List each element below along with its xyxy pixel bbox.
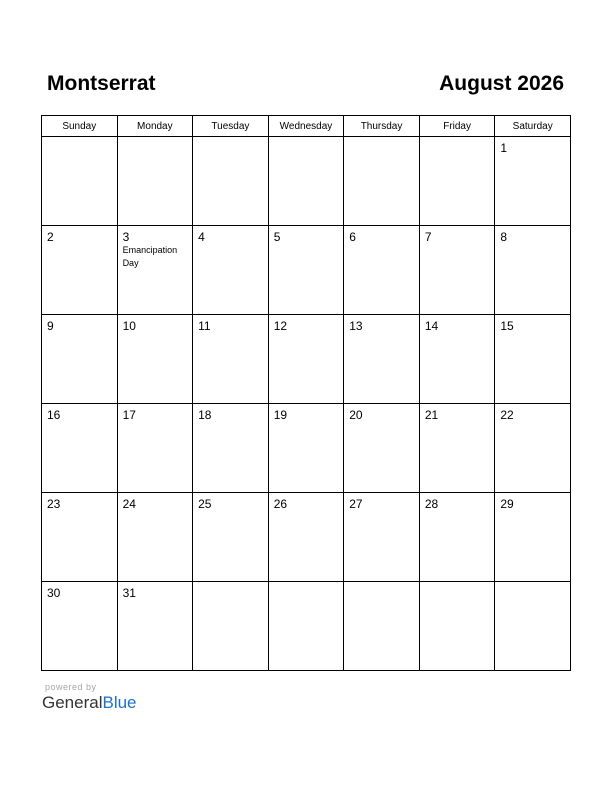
day-number [344, 582, 419, 586]
day-number: 28 [424, 497, 439, 511]
weekday-header: Tuesday [193, 116, 269, 137]
day-cell [42, 226, 118, 315]
brand-logo[interactable] [42, 693, 137, 713]
day-number [269, 582, 344, 586]
day-cell [193, 226, 269, 315]
day-cell [344, 137, 420, 226]
day-number: 18 [198, 408, 212, 422]
day-number [42, 137, 117, 141]
day-cell [419, 582, 495, 671]
day-cell [419, 226, 495, 315]
day-number: 17 [122, 408, 136, 422]
day-number: 16 [47, 408, 61, 422]
day-number: 1 [500, 141, 508, 155]
day-number [193, 137, 268, 141]
day-number: 27 [349, 497, 363, 511]
day-cell [495, 226, 571, 315]
day-number: 9 [47, 319, 54, 333]
day-cell [42, 137, 118, 226]
day-number: 20 [349, 408, 363, 422]
week-row [42, 226, 571, 315]
day-number: 21 [424, 408, 439, 422]
brand-general-text: General [42, 693, 103, 712]
day-cell [419, 493, 495, 582]
day-cell [268, 226, 344, 315]
day-cell [193, 493, 269, 582]
weekday-header: Saturday [495, 116, 571, 137]
day-number: 14 [424, 319, 439, 333]
day-number: 10 [122, 319, 136, 333]
day-number: 5 [273, 230, 281, 244]
week-row [42, 137, 571, 226]
day-cell [268, 315, 344, 404]
day-cell [117, 315, 193, 404]
day-cell [419, 137, 495, 226]
day-cell [193, 404, 269, 493]
holiday-label: Emancipation Day [122, 245, 178, 268]
day-cell [193, 582, 269, 671]
day-number: 3 [122, 230, 130, 244]
day-number: 29 [500, 497, 514, 511]
day-cell [495, 315, 571, 404]
week-row [42, 493, 571, 582]
month-year-title: August 2026 [439, 72, 564, 95]
week-row [42, 315, 571, 404]
day-number: 24 [122, 497, 136, 511]
day-number: 13 [349, 319, 363, 333]
day-cell [344, 582, 420, 671]
week-row [42, 404, 571, 493]
brand-blue-text: Blue [102, 693, 137, 712]
day-cell [42, 493, 118, 582]
powered-by-text: powered by [45, 682, 97, 692]
day-number: 2 [47, 230, 54, 244]
day-cell [495, 404, 571, 493]
day-cell [344, 404, 420, 493]
day-cell [117, 493, 193, 582]
day-cell [193, 315, 269, 404]
day-number: 22 [500, 408, 514, 422]
weekday-header-row [42, 116, 571, 137]
weekday-header: Thursday [344, 116, 420, 137]
weekday-header: Friday [419, 116, 495, 137]
day-number: 30 [47, 586, 61, 600]
day-cell [495, 582, 571, 671]
day-number: 23 [47, 497, 61, 511]
day-cell [495, 137, 571, 226]
day-number: 12 [273, 319, 288, 333]
day-cell [42, 315, 118, 404]
day-cell [344, 226, 420, 315]
day-cell [117, 226, 193, 315]
calendar-grid [41, 115, 571, 671]
day-number: 7 [424, 230, 432, 244]
day-number: 15 [500, 319, 514, 333]
day-cell [42, 582, 118, 671]
day-number [344, 137, 419, 141]
day-cell [268, 582, 344, 671]
day-number: 4 [198, 230, 205, 244]
day-cell [268, 404, 344, 493]
day-number [118, 137, 193, 141]
day-cell [344, 493, 420, 582]
day-number [495, 582, 570, 586]
day-cell [344, 315, 420, 404]
day-cell [268, 137, 344, 226]
day-number: 11 [198, 319, 211, 333]
day-cell [419, 404, 495, 493]
day-number [420, 137, 495, 141]
day-number [269, 137, 344, 141]
day-cell [193, 137, 269, 226]
weekday-header: Wednesday [268, 116, 344, 137]
day-number [193, 582, 268, 586]
day-number: 8 [500, 230, 508, 244]
day-number: 25 [198, 497, 212, 511]
day-cell [42, 404, 118, 493]
day-cell [495, 493, 571, 582]
day-number: 19 [273, 408, 288, 422]
day-number [420, 582, 495, 586]
day-cell [117, 404, 193, 493]
week-row [42, 582, 571, 671]
day-cell [117, 137, 193, 226]
day-cell [419, 315, 495, 404]
day-number: 6 [349, 230, 356, 244]
day-number: 26 [273, 497, 288, 511]
country-title: Montserrat [47, 72, 156, 95]
weekday-header: Sunday [42, 116, 118, 137]
day-cell [117, 582, 193, 671]
day-number: 31 [122, 586, 136, 600]
day-cell [268, 493, 344, 582]
weekday-header: Monday [117, 116, 193, 137]
